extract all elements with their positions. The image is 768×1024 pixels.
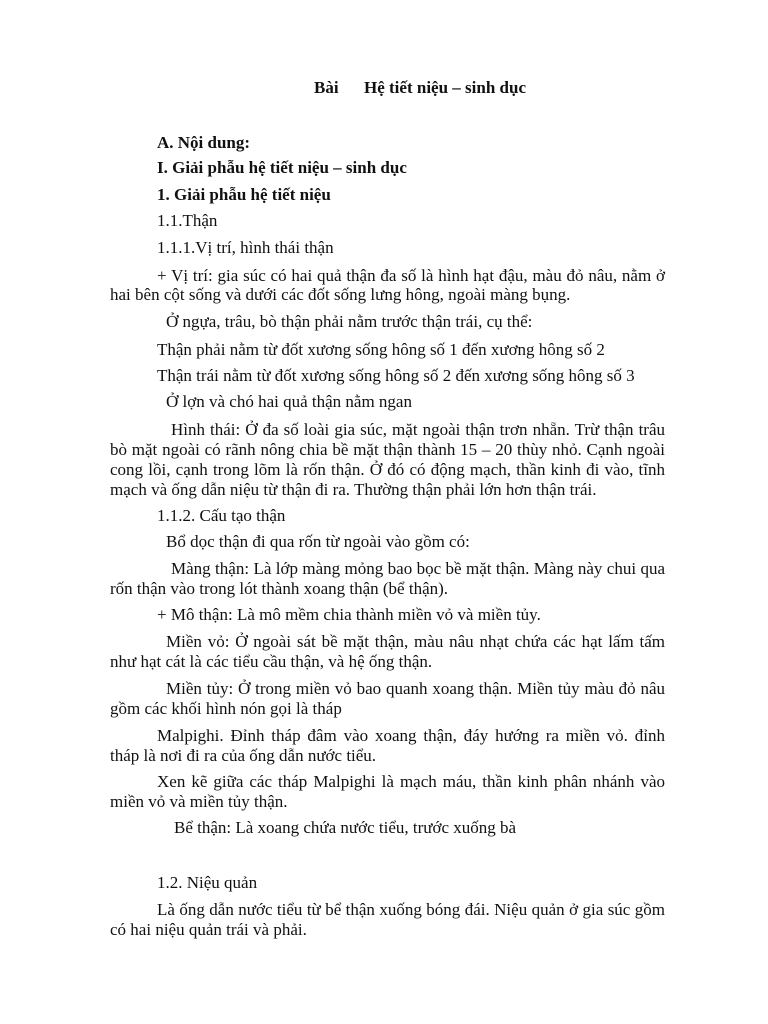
paragraph-line: Thận trái nằm từ đốt xương sống hông số 2 đến xương sống hông số 3 bbox=[157, 366, 635, 385]
paragraph-line: Miền tủy: Ở trong miền vỏ bao quanh xoang thận. Miền tủy màu đỏ nâu bbox=[166, 679, 665, 698]
paragraph-line: miền vỏ và miền tủy thận. bbox=[110, 792, 288, 811]
paragraph-line: rốn thận vào trong lót thành xoang thận (bể thận). bbox=[110, 579, 449, 598]
paragraph-line: bò mặt ngoài có rãnh nông chia bề mặt thận thành 15 – 20 thùy nhỏ. Cạnh ngoài bbox=[110, 440, 665, 459]
paragraph-line: Bổ dọc thận đi qua rốn từ ngoài vào gồm có: bbox=[166, 532, 470, 551]
paragraph-line: như hạt cát là các tiểu cầu thận, và hệ ống thận. bbox=[110, 652, 433, 671]
paragraph-line: mạch và ống dẫn niệu từ thận đi ra. Thường thận phải lớn hơn thận trái. bbox=[110, 480, 597, 499]
section-heading-content: A. Nội dung: bbox=[157, 133, 251, 152]
subsection-heading-urinary: 1. Giải phẫu hệ tiết niệu bbox=[157, 185, 331, 204]
lesson-label: Bài bbox=[314, 78, 339, 97]
page-title: Hệ tiết niệu – sinh dục bbox=[364, 78, 526, 97]
paragraph-line: cong lồi, cạnh trong lõm là rốn thận. Ở đó có động mạch, thần kinh đi vào, tĩnh bbox=[110, 460, 665, 479]
paragraph-line: + Vị trí: gia súc có hai quả thận đa số là hình hạt đậu, màu đỏ nâu, nằm ở bbox=[157, 266, 665, 285]
paragraph-line: gồm các khối hình nón gọi là tháp bbox=[110, 699, 342, 718]
heading-ureter: 1.2. Niệu quản bbox=[157, 873, 258, 892]
paragraph-line: Là ống dẫn nước tiểu từ bể thận xuống bóng đái. Niệu quản ở gia súc gồm bbox=[157, 900, 665, 919]
heading-structure: 1.1.2. Cấu tạo thận bbox=[157, 506, 286, 525]
paragraph-line: Thận phải nằm từ đốt xương sống hông số 1 đến xương hông số 2 bbox=[157, 340, 605, 359]
paragraph-line: Màng thận: Là lớp màng mỏng bao bọc bề mặt thận. Màng này chui qua bbox=[171, 559, 665, 578]
paragraph-line: Bể thận: Là xoang chứa nước tiểu, trước xuống bà bbox=[174, 818, 517, 837]
paragraph-line: có hai niệu quản trái và phải. bbox=[110, 920, 307, 939]
paragraph-line: hai bên cột sống và dưới các đốt sống lưng hông, ngoài màng bụng. bbox=[110, 285, 571, 304]
paragraph-line: Hình thái: Ở đa số loài gia súc, mặt ngoài thận trơn nhẵn. Trừ thận trâu bbox=[171, 420, 665, 439]
paragraph-line: tháp là nơi đi ra của ống dẫn nước tiểu. bbox=[110, 746, 377, 765]
paragraph-line: Miền vỏ: Ở ngoài sát bề mặt thận, màu nâu nhạt chứa các hạt lấm tấm bbox=[166, 632, 665, 651]
heading-position-shape: 1.1.1.Vị trí, hình thái thận bbox=[157, 238, 334, 257]
section-heading-anatomy: I. Giải phẫu hệ tiết niệu – sinh dục bbox=[157, 158, 407, 177]
heading-kidney: 1.1.Thận bbox=[157, 211, 218, 230]
paragraph-line: Ở lợn và chó hai quả thận nằm ngan bbox=[166, 392, 412, 411]
paragraph-line: Ở ngựa, trâu, bò thận phải nằm trước thận trái, cụ thể: bbox=[166, 312, 533, 331]
paragraph-line: Malpighi. Đỉnh tháp đâm vào xoang thận, đáy hướng ra miền vỏ. đỉnh bbox=[157, 726, 665, 745]
paragraph-line: Xen kẽ giữa các tháp Malpighi là mạch máu, thần kinh phân nhánh vào bbox=[157, 772, 665, 791]
paragraph-line: + Mô thận: Là mô mềm chia thành miền vỏ và miền tủy. bbox=[157, 605, 541, 624]
